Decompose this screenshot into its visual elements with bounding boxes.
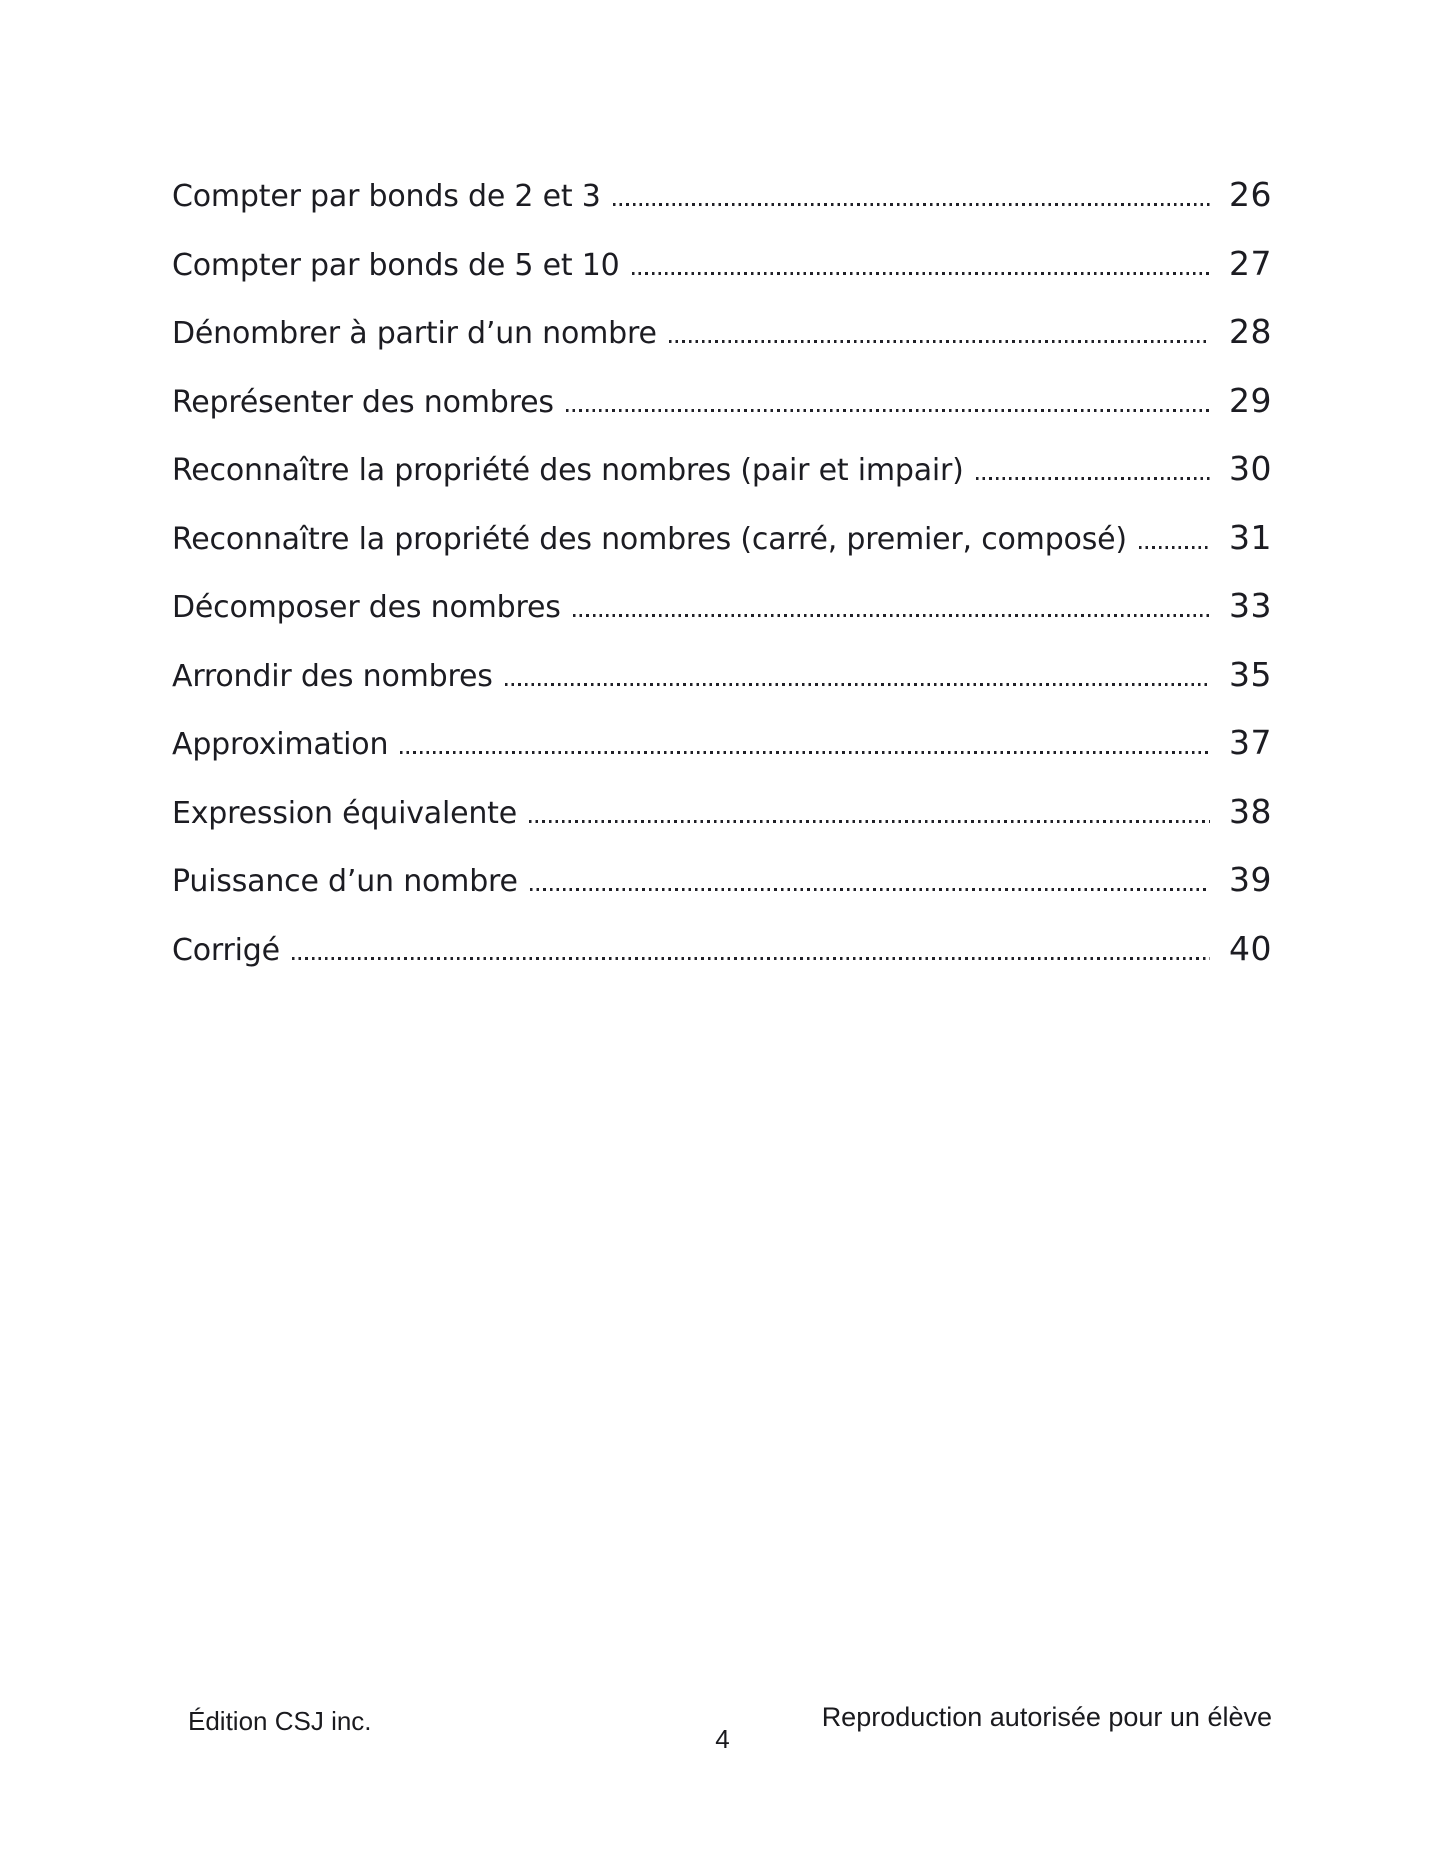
toc-entry-label: Compter par bonds de 5 et 10 <box>172 247 620 283</box>
dotted-leader <box>530 888 1210 891</box>
footer-edition: Édition CSJ inc. <box>188 1706 372 1736</box>
toc-entry-label: Arrondir des nombres <box>172 658 493 694</box>
toc-entry <box>172 723 1272 792</box>
dotted-leader <box>505 683 1210 686</box>
toc-entry <box>172 792 1272 861</box>
toc-entry <box>172 929 1272 998</box>
toc-entry-page-number: 35 <box>1229 654 1272 694</box>
toc-entry-page-number: 38 <box>1229 791 1272 831</box>
toc-entry-page-number: 33 <box>1229 586 1272 625</box>
toc-entry <box>172 655 1272 724</box>
dotted-leader <box>613 203 1210 206</box>
toc-entry-label: Expression équivalente <box>172 795 517 831</box>
toc-entry-label: Compter par bonds de 2 et 3 <box>172 179 601 214</box>
dotted-leader <box>632 272 1210 275</box>
toc-entry <box>172 175 1272 244</box>
footer-page-number: 4 <box>715 1724 730 1754</box>
toc-entry-label: Approximation <box>172 727 389 762</box>
toc-entry-label: Puissance d’un nombre <box>172 864 518 899</box>
toc-entry <box>172 449 1272 518</box>
toc-entry <box>172 244 1272 313</box>
dotted-leader <box>976 477 1210 480</box>
table-of-contents <box>172 175 1272 997</box>
toc-entry-page-number: 39 <box>1229 860 1272 899</box>
toc-entry-page-number: 37 <box>1229 723 1272 762</box>
toc-entry-page-number: 27 <box>1229 243 1272 283</box>
toc-entry-label: Représenter des nombres <box>172 384 554 420</box>
toc-entry <box>172 860 1272 929</box>
dotted-leader <box>400 751 1210 754</box>
toc-entry-page-number: 29 <box>1229 380 1272 420</box>
dotted-leader <box>529 820 1210 823</box>
dotted-leader <box>573 614 1210 617</box>
dotted-leader <box>1139 546 1210 549</box>
toc-entry <box>172 586 1272 655</box>
toc-entry-page-number: 30 <box>1229 449 1272 488</box>
toc-entry-page-number: 31 <box>1229 517 1272 557</box>
dotted-leader <box>669 340 1210 343</box>
dotted-leader <box>566 409 1210 412</box>
toc-entry-page-number: 28 <box>1229 312 1272 351</box>
toc-entry <box>172 381 1272 450</box>
footer-reproduction-notice: Reproduction autorisée pour un élève <box>821 1702 1272 1732</box>
toc-entry-label: Reconnaître la propriété des nombres (pair et impair) <box>172 453 964 488</box>
toc-entry-label: Corrigé <box>172 932 280 968</box>
toc-entry-page-number: 26 <box>1229 175 1272 214</box>
dotted-leader <box>292 957 1210 960</box>
toc-entry-label: Décomposer des nombres <box>172 590 561 625</box>
toc-entry-label: Reconnaître la propriété des nombres (carré, premier, composé) <box>172 521 1127 557</box>
toc-entry-label: Dénombrer à partir d’un nombre <box>172 316 657 351</box>
toc-entry-page-number: 40 <box>1229 928 1272 968</box>
toc-entry <box>172 312 1272 381</box>
toc-entry <box>172 518 1272 587</box>
